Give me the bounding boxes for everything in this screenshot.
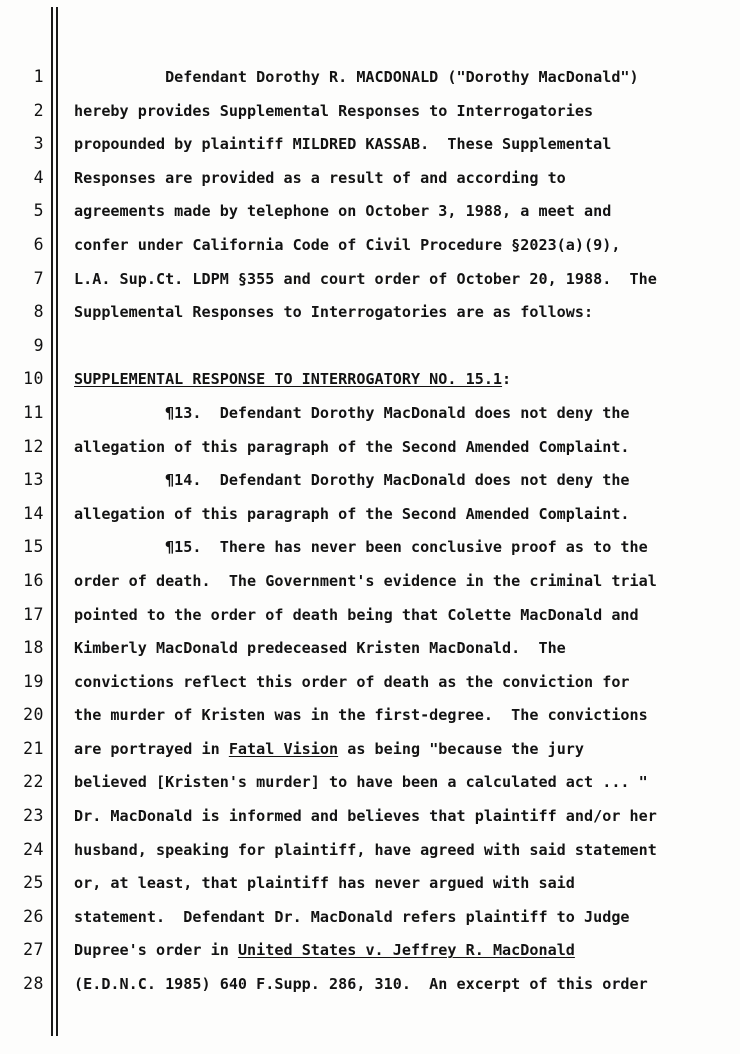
line-text	[74, 568, 730, 594]
line-text	[74, 299, 730, 325]
pleading-line-row	[0, 736, 740, 770]
pleading-line-row	[0, 669, 740, 703]
pleading-line-row	[0, 971, 740, 1005]
pleading-line-row	[0, 534, 740, 568]
text-run: Dr. MacDonald is informed and believes that plaintiff and/or her	[74, 807, 657, 826]
line-text	[74, 803, 730, 829]
line-text	[74, 736, 730, 762]
text-run: ¶13. Defendant Dorothy MacDonald does not deny the	[74, 403, 630, 422]
line-number: 18	[23, 638, 44, 658]
line-text	[74, 501, 730, 527]
line-number: 5	[33, 201, 44, 221]
line-number: 27	[23, 940, 44, 960]
line-text	[74, 870, 730, 896]
pleading-line-row	[0, 400, 740, 434]
underlined-text: Fatal Vision	[228, 739, 339, 758]
pleading-line-row	[0, 501, 740, 535]
line-text	[74, 366, 730, 392]
text-run: confer under California Code of Civil Procedure §2023(a)(9),	[74, 235, 621, 254]
line-number: 2	[33, 100, 44, 120]
pleading-line-row	[0, 803, 740, 837]
pleading-line-row	[0, 904, 740, 938]
text-run: Supplemental Responses to Interrogatories are as follows:	[74, 303, 594, 322]
pleading-line-row	[0, 299, 740, 333]
line-text	[74, 971, 730, 997]
line-number: 17	[23, 604, 44, 624]
numbered-line-column	[0, 64, 740, 1005]
line-text	[74, 198, 730, 224]
pleading-line-row	[0, 769, 740, 803]
line-number: 24	[23, 839, 44, 859]
pleading-line-row	[0, 870, 740, 904]
line-number: 25	[23, 873, 44, 893]
line-number: 1	[33, 67, 44, 86]
line-number: 14	[23, 503, 44, 523]
pleading-line-row	[0, 165, 740, 199]
text-run: Dupree's order in	[74, 941, 238, 960]
line-number: 3	[33, 134, 44, 154]
line-number: 23	[23, 806, 44, 826]
text-run: Responses are provided as a result of and according to	[74, 168, 566, 187]
text-run: believed [Kristen's murder] to have been a calculated act ... "	[74, 773, 648, 792]
text-run: as being "because the jury	[338, 739, 585, 758]
text-run: Defendant Dorothy R. MACDONALD ("Dorothy MacDonald")	[74, 68, 639, 86]
pleading-line-row	[0, 467, 740, 501]
text-run: :	[502, 370, 512, 389]
line-number: 15	[23, 537, 44, 557]
pleading-line-row	[0, 64, 740, 98]
text-run: husband, speaking for plaintiff, have agreed with said statement	[74, 840, 657, 859]
text-run: allegation of this paragraph of the Second Amended Complaint.	[74, 504, 630, 523]
line-text	[74, 434, 730, 460]
text-run: are portrayed in	[74, 739, 229, 758]
line-number: 13	[23, 470, 44, 490]
text-run: ¶14. Defendant Dorothy MacDonald does not deny the	[74, 471, 630, 490]
line-number: 26	[23, 906, 44, 926]
pleading-line-row	[0, 366, 740, 400]
pleading-line-row	[0, 568, 740, 602]
line-number: 10	[23, 369, 44, 389]
line-number: 21	[23, 738, 44, 758]
pleading-line-row	[0, 131, 740, 165]
line-number: 20	[23, 705, 44, 725]
text-run: hereby provides Supplemental Responses to Interrogatories	[74, 101, 594, 120]
pleading-line-row	[0, 635, 740, 669]
text-run: ¶15. There has never been conclusive proof as to the	[74, 538, 648, 557]
text-run: convictions reflect this order of death as the conviction for	[74, 672, 630, 691]
line-text	[74, 266, 730, 292]
pleading-line-row	[0, 266, 740, 300]
text-run: agreements made by telephone on October 3, 1988, a meet and	[74, 202, 612, 221]
pleading-line-row	[0, 702, 740, 736]
line-text	[74, 837, 730, 863]
pleading-line-row	[0, 602, 740, 636]
line-text	[74, 702, 730, 728]
text-run: pointed to the order of death being that Colette MacDonald and	[74, 605, 639, 624]
pleading-line-row	[0, 232, 740, 266]
line-number: 12	[23, 436, 44, 456]
line-text	[74, 232, 730, 258]
text-run: or, at least, that plaintiff has never argued with said	[74, 874, 575, 893]
line-number: 8	[33, 302, 44, 322]
underlined-text: United States v. Jeffrey R. MacDonald	[237, 941, 575, 960]
underlined-text: SUPPLEMENTAL RESPONSE TO INTERROGATORY NO. 15.1	[74, 370, 503, 389]
pleading-line-row	[0, 937, 740, 971]
line-number: 16	[23, 570, 44, 590]
text-run: propounded by plaintiff MILDRED KASSAB. These Supplemental	[74, 135, 612, 154]
pleading-line-row	[0, 434, 740, 468]
text-run: order of death. The Government's evidence in the criminal trial	[74, 571, 657, 590]
line-text	[74, 131, 730, 157]
pleading-line-row	[0, 333, 740, 367]
line-text	[74, 669, 730, 695]
text-run: the murder of Kristen was in the first-degree. The convictions	[74, 706, 648, 725]
line-number: 4	[33, 167, 44, 187]
line-number: 28	[23, 974, 44, 994]
text-run: (E.D.N.C. 1985) 640 F.Supp. 286, 310. An excerpt of this order	[74, 975, 648, 994]
line-number: 19	[23, 671, 44, 691]
line-text	[74, 64, 730, 90]
text-run: allegation of this paragraph of the Second Amended Complaint.	[74, 437, 630, 456]
line-number: 6	[33, 234, 44, 254]
line-text	[74, 904, 730, 930]
line-text	[74, 635, 730, 661]
line-text	[74, 400, 730, 426]
line-text	[74, 937, 730, 963]
line-number: 22	[23, 772, 44, 792]
text-run: statement. Defendant Dr. MacDonald refers plaintiff to Judge	[74, 907, 630, 926]
text-run: L.A. Sup.Ct. LDPM §355 and court order of October 20, 1988. The	[74, 269, 657, 288]
line-text	[74, 467, 730, 493]
text-run: Kimberly MacDonald predeceased Kristen MacDonald. The	[74, 639, 566, 658]
line-text	[74, 165, 730, 191]
line-text	[74, 534, 730, 560]
line-number: 7	[33, 268, 44, 288]
pleading-line-row	[0, 198, 740, 232]
line-text	[74, 602, 730, 628]
line-number: 11	[23, 402, 44, 422]
pleading-line-row	[0, 98, 740, 132]
line-text	[74, 769, 730, 795]
line-number: 9	[33, 335, 44, 355]
line-text	[74, 98, 730, 124]
pleading-line-row	[0, 837, 740, 871]
